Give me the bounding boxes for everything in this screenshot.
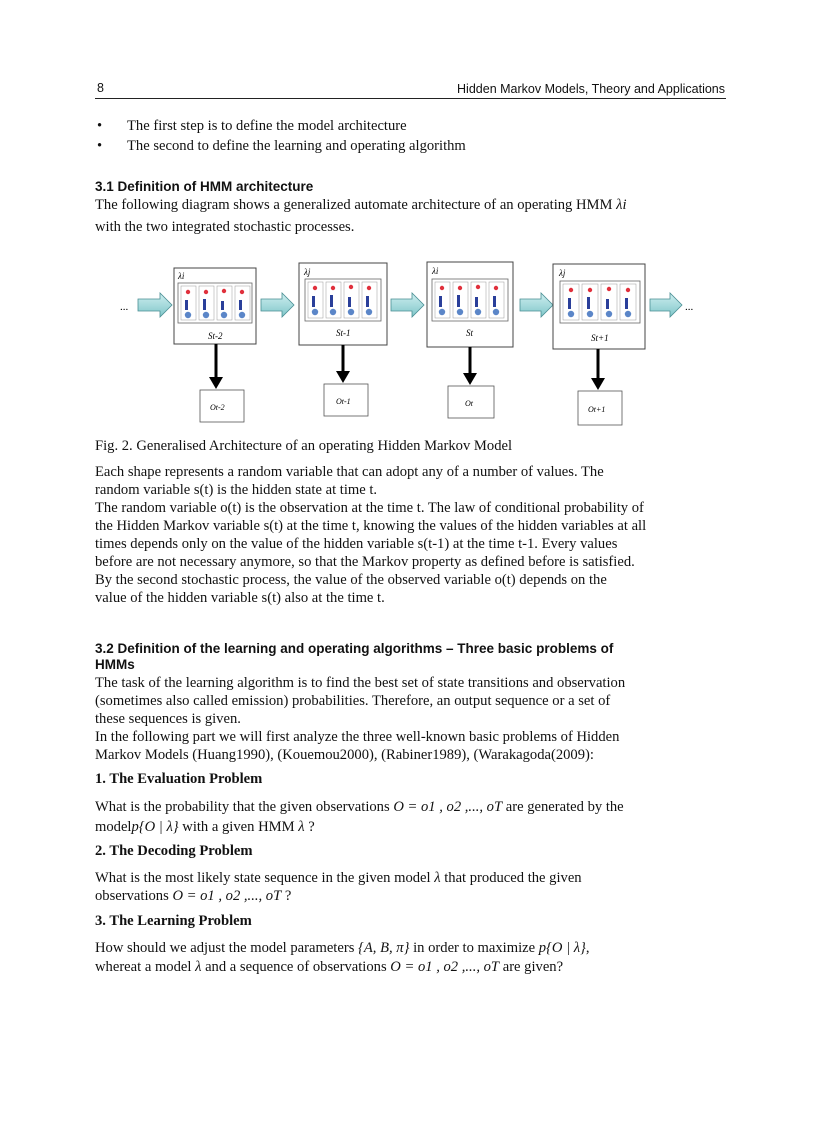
- problem-text: and a sequence of observations: [205, 959, 387, 975]
- leading-ellipsis: ...: [120, 301, 129, 313]
- lambda-label: λj: [304, 267, 311, 277]
- paragraph-line: times depends only on the value of the hidden variable s(t-1) at the time t-1. Every values: [95, 536, 618, 552]
- lambda-symbol: λ: [298, 819, 305, 835]
- paragraph-line: In the following part we will first analyze the three well-known basic problems of Hidden: [95, 729, 620, 745]
- paragraph-line: By the second stochastic process, the value of the observed variable o(t) depends on the: [95, 572, 607, 588]
- transition-arrow: [391, 293, 424, 317]
- page-number: 8: [97, 81, 104, 95]
- state-block: [299, 263, 387, 345]
- state-block: [553, 264, 645, 349]
- section-heading-3-2-cont: HMMs: [95, 657, 135, 672]
- emission-arrowhead: [463, 373, 477, 385]
- probability-expression: p{O | λ}: [131, 819, 179, 835]
- problem-text: are given?: [502, 959, 564, 975]
- paragraph-line: Each shape represents a random variable that can adopt any of a number of values. The: [95, 464, 604, 480]
- intro-text: The following diagram shows a generalized automate architecture of an operating HMM: [95, 197, 613, 213]
- problem-title: 2. The Decoding Problem: [95, 843, 253, 859]
- problem-text: model: [95, 819, 132, 835]
- bullet-text: The second to define the learning and operating algorithm: [127, 138, 466, 154]
- emission-arrowhead: [336, 371, 350, 383]
- paragraph-line: before are not necessary anymore, so that the Markov property as defined before is satisfied.: [95, 554, 635, 570]
- bullet-text: The first step is to define the model architecture: [127, 118, 407, 134]
- lambda-i-symbol: λi: [616, 197, 627, 213]
- state-label: St-2: [208, 331, 223, 341]
- state-label: St-1: [336, 328, 351, 338]
- problem-text: ,: [585, 940, 590, 956]
- lambda-label: λi: [432, 266, 439, 276]
- problem-line: [95, 958, 720, 976]
- problem-text: that produced the given: [444, 870, 582, 886]
- paragraph-line: Markov Models (Huang1990), (Kouemou2000), (Rabiner1989), (Warakagoda(2009):: [95, 747, 594, 763]
- problem-line: [95, 869, 720, 887]
- state-label: St: [466, 328, 474, 338]
- problem-text: How should we adjust the model parameters: [95, 940, 355, 956]
- problem-line: [95, 798, 720, 816]
- lambda-label: λi: [178, 271, 185, 281]
- problem-text: whereat a model: [95, 959, 192, 975]
- observation-label: Ot-2: [210, 403, 225, 412]
- paragraph-line: value of the hidden variable s(t) also at the time t.: [95, 590, 385, 606]
- problem-text: in order to maximize: [413, 940, 536, 956]
- lambda-symbol: λ: [434, 870, 441, 886]
- observation-label: Ot+1: [588, 405, 606, 414]
- trailing-ellipsis: ...: [685, 301, 694, 313]
- section-heading-3-1: 3.1 Definition of HMM architecture: [95, 179, 314, 194]
- running-header: [95, 80, 726, 99]
- transition-arrow: [138, 293, 172, 317]
- problem-text: observations: [95, 888, 169, 904]
- paragraph-line: these sequences is given.: [95, 711, 241, 727]
- paragraph-line: random variable s(t) is the hidden state at time t.: [95, 482, 378, 498]
- paragraph-line: The random variable o(t) is the observation at the time t. The law of conditional probability of: [95, 500, 644, 516]
- hmm-architecture-diagram: [110, 255, 710, 435]
- problem-text: What is the most likely state sequence in the given model: [95, 870, 431, 886]
- problem-line: [95, 887, 720, 905]
- problem-title: 3. The Learning Problem: [95, 913, 252, 929]
- intro-line: [95, 196, 720, 214]
- state-block: [174, 268, 256, 344]
- observation-sequence: O = o1 , o2 ,..., oT: [393, 799, 503, 815]
- problem-line: [95, 939, 720, 957]
- problem-text: are generated by the: [505, 799, 624, 815]
- problem-line: [95, 818, 720, 836]
- transition-arrow: [261, 293, 294, 317]
- observation-sequence: O = o1 , o2 ,..., oT: [390, 959, 500, 975]
- state-block: [427, 262, 513, 347]
- state-label: St+1: [591, 333, 609, 343]
- intro-line-2: with the two integrated stochastic processes.: [95, 219, 355, 235]
- problem-text: ?: [284, 888, 292, 904]
- problem-text: with a given HMM: [182, 819, 295, 835]
- problem-text: ?: [308, 819, 315, 835]
- bullet-dot: •: [97, 118, 103, 134]
- section-heading-3-2: 3.2 Definition of the learning and operating algorithms – Three basic problems of: [95, 641, 614, 656]
- paragraph-line: (sometimes also called emission) probabilities. Therefore, an output sequence or a set of: [95, 693, 611, 709]
- transition-arrow: [520, 293, 553, 317]
- parameter-set: {A, B, π}: [358, 940, 410, 956]
- emission-arrowhead: [591, 378, 605, 390]
- probability-expression: p{O | λ}: [538, 940, 586, 956]
- figure-caption: Fig. 2. Generalised Architecture of an operating Hidden Markov Model: [95, 438, 513, 454]
- problem-title: 1. The Evaluation Problem: [95, 771, 263, 787]
- lambda-label: λj: [559, 268, 566, 278]
- observation-sequence: O = o1 , o2 ,..., oT: [172, 888, 282, 904]
- problem-text: What is the probability that the given observations: [95, 799, 390, 815]
- observation-label: Ot-1: [336, 397, 351, 406]
- emission-arrowhead: [209, 377, 223, 389]
- paragraph-line: the Hidden Markov variable s(t) at the time t, knowing the values of the hidden variables at all: [95, 518, 647, 534]
- running-title: Hidden Markov Models, Theory and Applications: [457, 82, 725, 96]
- observation-label: Ot: [465, 399, 473, 408]
- paragraph-line: The task of the learning algorithm is to find the best set of state transitions and observation: [95, 675, 626, 691]
- bullet-dot: •: [97, 138, 103, 154]
- transition-arrow: [650, 293, 682, 317]
- lambda-symbol: λ: [195, 959, 202, 975]
